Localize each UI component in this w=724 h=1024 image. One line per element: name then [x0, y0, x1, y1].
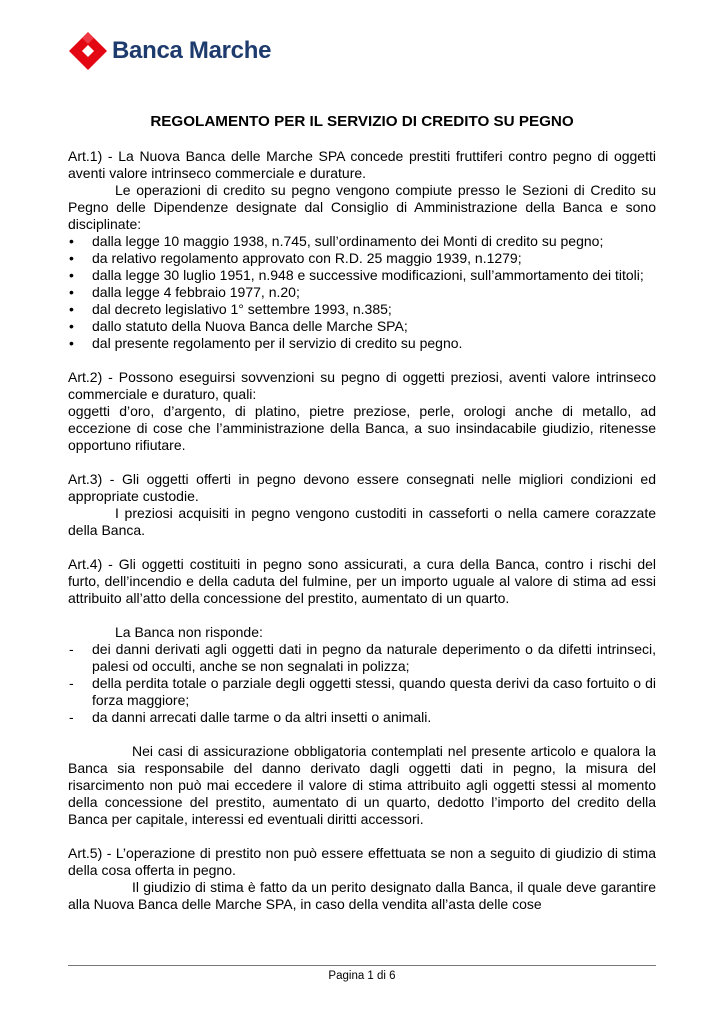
- article-4-paragraph: Nei casi di assicurazione obbligatoria contemplati nel presente articolo e qualora la Banca sia responsabile del danno derivato dagli oggetti dati in pegno, la misura del risarcimento non può mai eccedere il valore di stima attribuito agli oggetti stessi al momento della concessione del prestito, aumentato di un quarto, dedotto l’importo del credito della Banca per capitale, interessi ed eventuali diritti accessori.: [68, 743, 656, 827]
- article-3-paragraph: Art.3) - Gli oggetti offerti in pegno devono essere consegnati nelle migliori condizioni ed appropriate custodie.: [68, 471, 656, 504]
- bank-logo-text: Banca Marche: [112, 37, 272, 64]
- article-5: [68, 845, 656, 913]
- article-5-paragraph: Art.5) - L’operazione di prestito non può essere effettuata se non a seguito di giudizio di stima della cosa offerta in pegno.: [68, 845, 656, 878]
- article-4-paragraph: La Banca non risponde:: [115, 624, 263, 640]
- list-item: - dei danni derivati agli oggetti dati in pegno da naturale deperimento o da difetti intrinseci, palesi od occulti, anche se non segnalati in polizza;: [69, 641, 656, 674]
- list-item: • dalla legge 4 febbraio 1977, n.20;: [69, 284, 300, 300]
- list-item: - della perdita totale o parziale degli oggetti stessi, quando questa derivi da caso fortuito o di forza maggiore;: [69, 675, 656, 708]
- list-item: • dallo statuto della Nuova Banca delle Marche SPA;: [69, 318, 408, 334]
- bank-logo-icon: [68, 31, 108, 71]
- document-body: [68, 148, 656, 913]
- bank-logo: [68, 31, 271, 71]
- bullet-marker: •: [69, 318, 74, 334]
- article-5-paragraph: Il giudizio di stima è fatto da un perito designato dalla Banca, il quale deve garantire alla Nuova Banca delle Marche SPA, in caso della vendita all’asta delle cose: [68, 879, 656, 912]
- article-1: [68, 148, 656, 352]
- article-1-paragraph: Le operazioni di credito su pegno vengono compiute presso le Sezioni di Credito su Pegno delle Dipendenze designate dal Consiglio di Amministrazione della Banca e sono disciplinate:: [68, 182, 656, 232]
- article-4-paragraph: Art.4) - Gli oggetti costituiti in pegno sono assicurati, a cura della Banca, contro i rischi del furto, dell’incendio e della caduta del fulmine, per un importo uguale al valore di stima ad essi attribuito all’atto della concessione del prestito, aumentato di un quarto.: [68, 556, 656, 606]
- page-number: Pagina 1 di 6: [328, 970, 396, 982]
- list-item: • dal decreto legislativo 1° settembre 1993, n.385;: [69, 301, 392, 317]
- bullet-marker: •: [69, 301, 74, 317]
- document-title: REGOLAMENTO PER IL SERVIZIO DI CREDITO SU PEGNO: [150, 113, 574, 130]
- article-2: [68, 369, 656, 454]
- bullet-marker: •: [69, 233, 74, 249]
- article-4: [68, 556, 656, 828]
- article-1-paragraph: Art.1) - La Nuova Banca delle Marche SPA concede prestiti fruttiferi contro pegno di oggetti aventi valore intrinseco commerciale e durature.: [68, 148, 656, 181]
- article-3-paragraph: I preziosi acquisiti in pegno vengono custoditi in casseforti o nella camere corazzate della Banca.: [68, 505, 656, 538]
- bullet-marker: •: [69, 335, 74, 351]
- bullet-marker: •: [69, 250, 74, 266]
- article-2-paragraph: Art.2) - Possono eseguirsi sovvenzioni su pegno di oggetti preziosi, aventi valore intrinseco commerciale e duraturo, quali:: [68, 369, 656, 402]
- article-3: [68, 471, 656, 539]
- list-item: • dalla legge 10 maggio 1938, n.745, sull’ordinamento dei Monti di credito su pegno;: [69, 233, 604, 249]
- list-item: - da danni arrecati dalle tarme o da altri insetti o animali.: [69, 709, 432, 725]
- dash-marker: -: [69, 641, 74, 657]
- footer-divider: [68, 965, 656, 966]
- bullet-marker: •: [69, 284, 74, 300]
- article-2-paragraph: oggetti d’oro, d’argento, di platino, pietre preziose, perle, orologi anche di metallo, ad eccezione di cose che l’amministrazione della Banca, a suo insindacabile giudizio, ritenesse opportuno rifiutare.: [68, 403, 656, 453]
- dash-marker: -: [69, 709, 74, 725]
- list-item: • dalla legge 30 luglio 1951, n.948 e successive modificazioni, sull’ammortamento dei titoli;: [69, 267, 644, 283]
- article-1-list: [68, 233, 656, 352]
- list-item: • dal presente regolamento per il servizio di credito su pegno.: [69, 335, 463, 351]
- bullet-marker: •: [69, 267, 74, 283]
- list-item: • da relativo regolamento approvato con R.D. 25 maggio 1939, n.1279;: [69, 250, 522, 266]
- article-4-list: [68, 641, 656, 726]
- dash-marker: -: [69, 675, 74, 691]
